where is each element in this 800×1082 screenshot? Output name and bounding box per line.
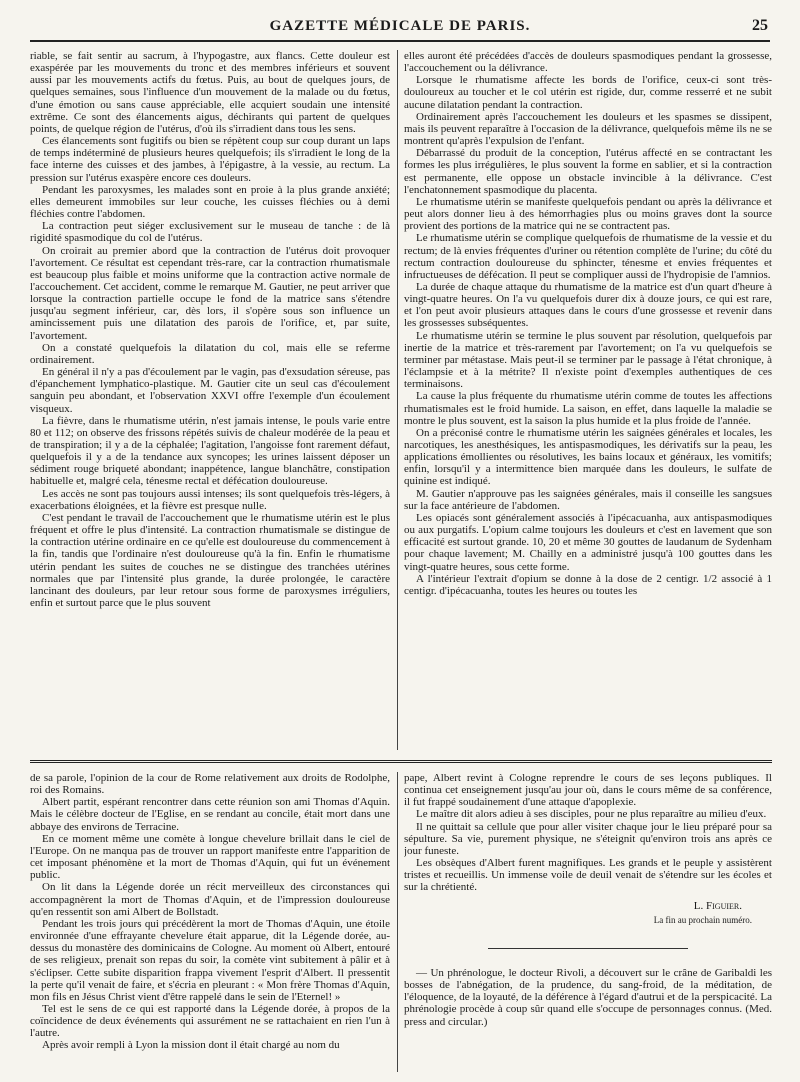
news-item: — Un phrénologue, le docteur Rivoli, a découvert sur le crâne de Garibaldi les bosses de l'abnégation, de la prudence, du sang-froid, de la méditation, de l'éloquence, de la loyauté, de la déférence à l'égard d'autrui et de la perspicacité. La phrénologie procède à coup sûr quand elle s'occupe de personnages connus. (Med. press and circular.)	[404, 966, 772, 1028]
paragraph: La durée de chaque attaque du rhumatisme de la matrice est d'un quart d'heure à vingt-quatre heures. On l'a vu quelquefois durer dix à douze jours, ce qui est rare, et l'on peut avoir plusieurs attaques dans le cours d'une grossesse et revenir dans les grossesses subséquentes.	[404, 280, 772, 330]
author-signature: L. Figuier.	[693, 899, 742, 912]
page-number: 25	[752, 17, 768, 34]
paragraph: On croirait au premier abord que la contraction de l'utérus doit provoquer l'avortement. Ce résultat est cependant très-rare, car la contraction rhumatismale est beaucoup plus faible et moins uniforme que la contraction active normale de l'accouchement. Cet accident, comme le remarque M. Gautier, ne peut arriver que lorsque la contraction partielle occupe le fond de la matrice sans s'étendre jusqu'au segment inférieur, car, dès lors, il s'opère sous son influence un amincissement puis une dilatation des parois de l'orifice, et, par suite, l'avortement.	[30, 244, 390, 342]
journal-title: GAZETTE MÉDICALE DE PARIS.	[269, 18, 531, 34]
column-divider	[397, 772, 398, 1072]
paragraph: elles auront été précédées d'accès de douleurs spasmodiques pendant la grossesse, l'accouchement ou la délivrance.	[404, 50, 772, 75]
paragraph: Les obsèques d'Albert furent magnifiques. Les grands et le peuple y assistèrent tristes et recueillis. Un immense voile de deuil venait de s'étendre sur les écoles et sur la chrétienté.	[404, 857, 772, 894]
paragraph: La contraction peut siéger exclusivement sur le museau de tanche : de là rigidité spasmodique du col de l'utérus.	[30, 220, 390, 245]
paragraph: Débarrassé du produit de la conception, l'utérus affecté en se contractant les formes les plus irrégulières, le plus souvent la forme en sablier, et si la contraction est permanente, elle oppose un obstacle invincible à la délivrance. C'est l'enchatonnement spasmodique du placenta.	[404, 147, 772, 196]
paragraph: A l'intérieur l'extrait d'opium se donne à la dose de 2 centigr. 1/2 associé à 1 centigr. d'ipécacuanha, toutes les heures ou toutes les	[404, 572, 772, 597]
paragraph: On lit dans la Légende dorée un récit merveilleux des circonstances qui accompagnèrent la mort de Thomas d'Aquin, et de l'impression douloureuse qu'en ressentit son ami Albert de Bollstadt.	[30, 881, 390, 918]
paragraph: Tel est le sens de ce qui est rapporté dans la Légende dorée, à propos de la coïncidence de deux événements qui assurément ne se rattachaient en rien l'un à l'autre.	[30, 1002, 390, 1040]
paragraph: En ce moment même une comète à longue chevelure brillait dans le ciel de l'Europe. On ne manqua pas de trouver un rapport manifeste entre l'apparition de cet imposant phénomène et la mort de Thomas d'Aquin, qui fut un événement public.	[30, 832, 390, 882]
paragraph: On a préconisé contre le rhumatisme utérin les saignées générales et locales, les narcotiques, les anesthésiques, les antispasmodiques, les dérivatifs sur la peau, les applications émollientes ou résolutives, les bains locaux et généraux, les vomitifs; enfin, lorsqu'il y a intermittence bien marquée dans les douleurs, le sulfate de quinine est indiqué.	[404, 426, 772, 488]
paragraph: riable, se fait sentir au sacrum, à l'hypogastre, aux flancs. Cette douleur est exaspérée par les mouvements du tronc et des membres inférieurs et souvent aussi par les mouvements actifs du fœtus. Puis, au bout de quelques jours, de quelques semaines, sous l'influence d'un mouvement de la malade ou du fœtus, d'une émotion ou sans cause appréciable, elle acquiert soudain une intensité extrême. Ce sont des élancements aigus, déchirants qui partent de quelques points, de quelque région de l'utérus, d'où ils s'irradient dans tous les sens.	[30, 50, 390, 135]
short-divider	[488, 948, 688, 949]
paragraph: Pendant les paroxysmes, les malades sont en proie à la plus grande anxiété; elles demeurent immobiles sur leur couche, les cuisses fléchies ou à demi fléchies contre l'abdomen.	[30, 183, 390, 221]
paragraph: On a constaté quelquefois la dilatation du col, mais elle se referme ordinairement.	[30, 341, 390, 366]
paragraph: Les opiacés sont généralement associés à l'ipécacuanha, aux antispasmodiques ou aux purgatifs. L'opium calme toujours les douleurs et c'est en lavement que son efficacité est surtout grande. 10, 20 et même 30 gouttes de laudanum de Sydenham pour chaque lavement; M. Chailly en a administré jusqu'à 100 gouttes dans les vingt-quatre heures, sous cette forme.	[404, 511, 772, 573]
paragraph: La cause la plus fréquente du rhumatisme utérin comme de toutes les affections rhumatismales est le froid humide. La saison, en effet, dans laquelle la maladie se montre le plus souvent, est la saison la plus humide et la plus froide de l'année.	[404, 390, 772, 427]
paragraph: Albert partit, espérant rencontrer dans cette réunion son ami Thomas d'Aquin. Mais le célèbre docteur de l'Eglise, en se rendant au concile, était mort dans une abbaye des environs de Terracine.	[30, 796, 390, 833]
paragraph: En général il n'y a pas d'écoulement par le vagin, pas d'exsudation séreuse, pas d'épanchement lymphatico-plastique. M. Gautier cite un seul cas d'écoulement sanguin peu abondant, et l'observation XXVI offre l'exemple d'un écoulement visqueux.	[30, 366, 390, 415]
paragraph: C'est pendant le travail de l'accouchement que le rhumatisme utérin est le plus fréquent et offre le plus d'intensité. La contraction rhumatismale se distingue de la contraction utérine ordinaire en ce qu'elle est douloureuse du commencement à la fin, tandis que l'ordinaire n'est douloureuse qu'à la fin. Enfin le rhumatisme utérin pendant les suites de couches ne se distingue des tranchées utérines normales que par l'intensité plus grande, la durée prolongée, le caractère lancinant des douleurs, par leur retour sous forme de paroxysmes irréguliers, enfin et surtout parce que le plus souvent	[30, 511, 390, 610]
paragraph: Le maître dit alors adieu à ses disciples, pour ne plus reparaître au milieu d'eux.	[416, 808, 767, 821]
column-divider	[397, 50, 398, 750]
paragraph: Le rhumatisme utérin se termine le plus souvent par résolution, quelquefois par inertie de la matrice et très-rarement par l'avortement; on l'a vu quelquefois se terminer par métastase. Mais peut-il se terminer par le passage à l'état chronique, à l'éclampsie et à la métrite? Il n'existe point d'exemples authentiques de ces terminaisons.	[404, 329, 772, 391]
paragraph: de sa parole, l'opinion de la cour de Rome relativement aux droits de Rodolphe, roi des Romains.	[30, 772, 390, 797]
lower-left-column	[30, 772, 390, 1072]
upper-left-column	[30, 50, 390, 750]
paragraph: Ces élancements sont fugitifs ou bien se répètent coup sur coup durant un laps de temps indéterminé de plusieurs heures quelquefois; ils s'irradient le long de la face interne des cuisses et des jambes, à l'épigastre, à la vessie, au rectum. La pression sur l'utérus exaspère encore ces douleurs.	[30, 135, 390, 184]
paragraph: Le rhumatisme utérin se manifeste quelquefois pendant ou après la délivrance et peut alors donner lieu à des hémorrhagies plus ou moins graves dont la source provient des portions de la matrice qui ne se contractent pas.	[404, 195, 772, 233]
paragraph: Il ne quittait sa cellule que pour aller visiter chaque jour le lieu préparé pour sa sépulture. Sa vie, purement physique, ne s'éteignit qu'environ trois ans après ce jour funeste.	[404, 820, 772, 857]
paragraph: M. Gautier n'approuve pas les saignées générales, mais il conseille les sangsues sur la face antérieure de l'abdomen.	[404, 487, 772, 512]
paragraph: Pendant les trois jours qui précédèrent la mort de Thomas d'Aquin, une étoile environnée d'une effrayante chevelure était apparue, dit la Légende dorée, au-dessus du monastère des dominicains de Cologne. Au moment où Albert, entouré de ses religieux, prenait son repas du soir, la comète vint subitement à pâlir et à s'éclipser. Cette subite disparition frappa vivement l'esprit d'Albert. Il pressentit la perte qu'il venait de faire, et s'écria en pleurant : « Mon frère Thomas d'Aquin, mon fils en Jésus Christ vient d'être rappelé dans le sein de l'Eternel! »	[30, 917, 390, 1003]
paragraph: Les accès ne sont pas toujours aussi intenses; ils sont quelquefois très-légers, à exacerbations éloignées, et la fièvre est presque nulle.	[30, 487, 390, 512]
continuation-note: La fin au prochain numéro.	[653, 914, 752, 925]
paragraph: Ordinairement après l'accouchement les douleurs et les spasmes se dissipent, mais ils peuvent reparaître à l'occasion de la délivrance, quelquefois même ils ne se montrent qu'après l'expulsion de l'enfant.	[404, 110, 772, 148]
paragraph: Lorsque le rhumatisme affecte les bords de l'orifice, ceux-ci sont très-douloureux au toucher et le col utérin est rigide, dur, comme resserré et ne subit aucune dilatation pendant la contraction.	[404, 74, 772, 111]
lower-right-column	[404, 772, 772, 1072]
page-header	[30, 16, 770, 42]
feuilleton-divider	[30, 760, 772, 763]
paragraph: Après avoir rempli à Lyon la mission dont il était chargé au nom du	[42, 1039, 340, 1052]
paragraph: Le rhumatisme utérin se complique quelquefois de rhumatisme de la vessie et du rectum; de là envies fréquentes d'uriner ou rétention complète de l'urine; du côté du rectum contraction douloureuse du sphincter, ténesme et envies fréquentes et infructueuses de défécation. Il peut se compliquer aussi de l'hydropisie de l'amnios.	[404, 232, 772, 281]
upper-right-column	[404, 50, 772, 750]
paragraph: La fièvre, dans le rhumatisme utérin, n'est jamais intense, le pouls varie entre 80 et 112; on observe des frissons répétés suivis de chaleur modérée de la peau et de transpiration; il y a de la céphalée; l'agitation, l'angoisse font rarement défaut, quelquefois il y a de la tendance aux syncopes; les urines laissent déposer un sédiment rouge briqueté abondant; inappétence, langue blanchâtre, constipation habituelle et, malgré cela, ténesme rectal et défécation douloureuse.	[30, 414, 390, 488]
paragraph: pape, Albert revint à Cologne reprendre le cours de ses leçons publiques. Il continua cet enseignement jusqu'au jour où, dans le cours même de sa conférence, il fut frappé soudainement d'une attaque d'apoplexie.	[404, 772, 772, 809]
